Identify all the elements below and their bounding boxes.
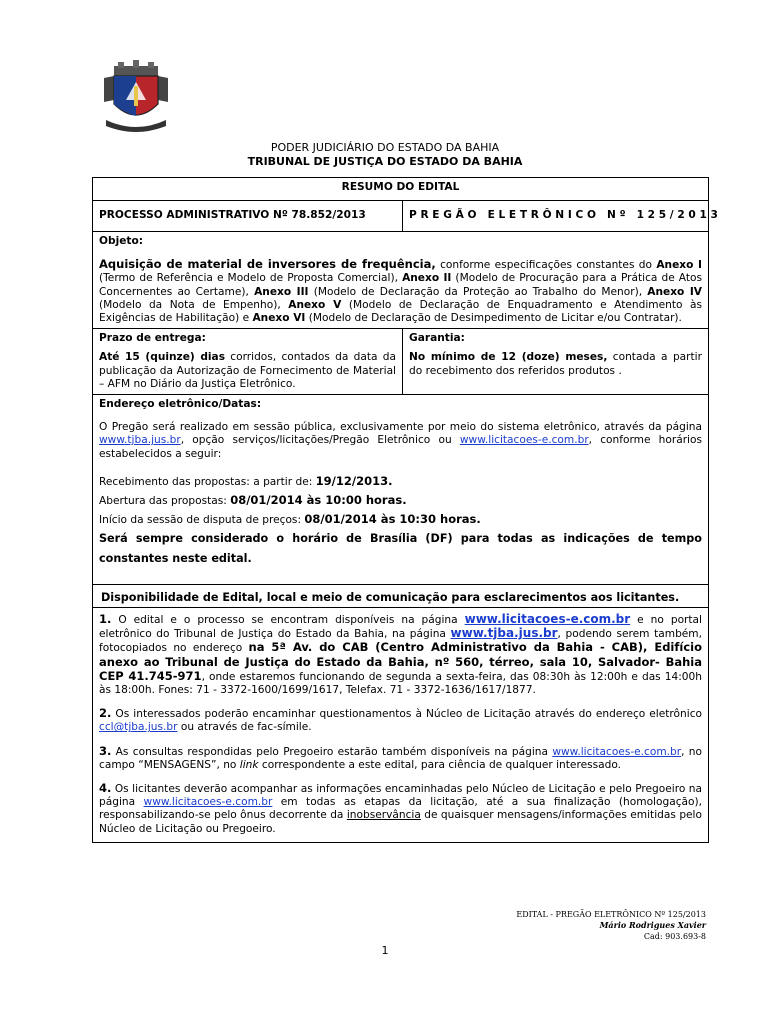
objeto-text: (Modelo de Procuração para a Prática de Atos Concernentes ao Certame), bbox=[99, 272, 702, 298]
item-number: 2. bbox=[99, 706, 112, 721]
prazo-section bbox=[93, 329, 403, 395]
footer-edital: EDITAL - PREGÃO ELETRÔNICO Nº 125/2013 bbox=[516, 910, 706, 919]
header-line-2: TRIBUNAL DE JUSTIÇA DO ESTADO DA BAHIA bbox=[247, 155, 523, 168]
disponibilidade-label: Disponibilidade de Edital, local e meio de comunicação para esclarecimentos aos licitantes. bbox=[101, 590, 680, 604]
item-text: O edital e o processo se encontram disponíveis na página bbox=[111, 614, 465, 627]
table-title: RESUMO DO EDITAL bbox=[93, 178, 709, 201]
garantia-value: No mínimo de 12 (doze) meses, bbox=[409, 351, 608, 364]
garantia-text: contada a partir do recebimento dos referidos produtos . bbox=[409, 351, 702, 377]
prazo-value: Até 15 (quinze) dias bbox=[99, 351, 226, 364]
item-text: de quaisquer mensagens/informações emitidas pelo Núcleo de Licitação ou Pregoeiro. bbox=[99, 809, 702, 835]
objeto-text: conforme especificações constantes do bbox=[435, 259, 657, 272]
objeto-text: (Modelo de Declaração da Proteção ao Trabalho do Menor), bbox=[308, 285, 648, 298]
objeto-label: Objeto: bbox=[99, 235, 143, 247]
objeto-text: (Modelo de Declaração de Desimpedimento de Licitar e/ou Contratar). bbox=[305, 312, 682, 325]
abertura-label: Abertura das propostas: bbox=[99, 494, 231, 507]
objeto-title: Aquisição de material de inversores de frequência, bbox=[99, 257, 436, 272]
objeto-text: (Modelo da Nota de Empenho), bbox=[99, 298, 289, 311]
info-item-3 bbox=[99, 745, 702, 772]
item-italic: link bbox=[239, 758, 259, 771]
court-crest-logo bbox=[100, 60, 172, 134]
horario-note: Será sempre considerado o horário de Brasília (DF) para todas as indicações de tempo constantes neste edital. bbox=[99, 531, 702, 565]
item-text: , podendo serem também, fotocopiados no endereço bbox=[99, 628, 702, 655]
disponibilidade-section bbox=[93, 584, 709, 607]
inicio-date: 08/01/2014 às 10:30 horas. bbox=[304, 511, 481, 526]
garantia-section bbox=[403, 329, 709, 395]
link-email-ccl[interactable]: ccl@tjba.jus.br bbox=[99, 721, 178, 734]
garantia-label: Garantia: bbox=[409, 332, 465, 345]
link-tjba[interactable]: www.tjba.jus.br bbox=[450, 626, 558, 641]
item-text: Os interessados poderão encaminhar questionamentos à Núcleo de Licitação através do endereço eletrônico bbox=[111, 708, 702, 721]
item-underlined: inobservância bbox=[346, 809, 421, 822]
link-licitacoes[interactable]: www.licitacoes-e.com.br bbox=[464, 612, 631, 627]
item-text: e no portal eletrônico do Tribunal de Justiça do Estado da Bahia, na página bbox=[99, 614, 702, 641]
item-text: , no campo “MENSAGENS”, no bbox=[99, 745, 702, 771]
anexo-5: Anexo V bbox=[288, 298, 342, 311]
item-number: 1. bbox=[99, 612, 112, 627]
recebimento-date: 19/12/2013. bbox=[315, 473, 393, 488]
item-text: , onde estaremos funcionando de segunda a sexta-feira, das 08:30h às 12:00h e das 14:00h às 18:00h. Fones: 71 - 3372-1600/1699/1617, Telefax. 71 - 3372-1636/1617/1877. bbox=[99, 670, 702, 697]
objeto-text: (Termo de Referência e Modelo de Proposta Comercial), bbox=[99, 272, 403, 285]
info-item-1 bbox=[99, 613, 702, 697]
objeto-text: (Modelo de Declaração de Enquadramento e Atendimento às Exigências de Habilitação) e bbox=[99, 298, 702, 325]
prazo-text: corridos, contados da data da publicação da Autorização de Fornecimento de Material – AFM no Diário da Justiça Eletrônico. bbox=[99, 351, 396, 390]
item-text: Os licitantes deverão acompanhar as informações encaminhadas pelo Núcleo de Licitação e pelo Pregoeiro na página bbox=[99, 783, 702, 809]
anexo-1: Anexo I bbox=[656, 259, 702, 272]
item-text: ou através de fac-símile. bbox=[177, 721, 312, 734]
anexo-6: Anexo VI bbox=[252, 312, 306, 325]
prazo-label: Prazo de entrega: bbox=[99, 332, 206, 345]
page-number: 1 bbox=[381, 944, 389, 957]
endereco-text: O Pregão será realizado em sessão pública, exclusivamente por meio do sistema eletrônico, através da página bbox=[99, 421, 702, 434]
item-address: na 5ª Av. do CAB (Centro Administrativo da Bahia - CAB), Edifício anexo ao Tribunal de Justiça do Estado da Bahia, nº 560, térreo, sala 10, Salvador- Bahia CEP 41.745-971 bbox=[99, 640, 702, 683]
footer-signer: Mário Rodrigues Xavier bbox=[599, 920, 706, 930]
pregao-number: P R E G Ã O E L E T R Ô N I C O N º 1 2 5 / 2 0 1 3 bbox=[403, 201, 709, 232]
info-item-4 bbox=[99, 782, 702, 836]
item-number: 4. bbox=[99, 781, 112, 796]
endereco-text: , opção serviços/licitações/Pregão Eletrônico ou bbox=[180, 434, 460, 447]
link-licitacoes[interactable]: www.licitacoes-e.com.br bbox=[552, 745, 682, 758]
item-text: As consultas respondidas pelo Pregoeiro estarão também disponíveis na página bbox=[111, 745, 553, 758]
footer-block bbox=[516, 909, 706, 942]
item-text: em todas as etapas da licitação, até a sua finalização (homologação), responsabilizando-se pelo ônus decorrente da bbox=[99, 796, 702, 822]
anexo-2: Anexo II bbox=[402, 272, 452, 285]
processo-number: PROCESSO ADMINISTRATIVO Nº 78.852/2013 bbox=[93, 201, 403, 232]
info-item-2 bbox=[99, 707, 702, 734]
link-licitacoes[interactable]: www.licitacoes-e.com.br bbox=[143, 796, 273, 809]
inicio-label: Início da sessão de disputa de preços: bbox=[99, 513, 305, 526]
anexo-3: Anexo III bbox=[254, 285, 309, 298]
recebimento-label: Recebimento das propostas: a partir de: bbox=[99, 475, 316, 488]
header-line-1: PODER JUDICIÁRIO DO ESTADO DA BAHIA bbox=[270, 141, 500, 154]
link-licitacoes[interactable]: www.licitacoes-e.com.br bbox=[459, 434, 589, 447]
endereco-label: Endereço eletrônico/Datas: bbox=[99, 398, 262, 411]
item-number: 3. bbox=[99, 743, 112, 758]
endereco-section bbox=[93, 395, 709, 585]
item-text: correspondente a este edital, para ciência de qualquer interessado. bbox=[258, 758, 621, 771]
anexo-4: Anexo IV bbox=[647, 285, 702, 298]
footer-cad: Cad: 903.693-8 bbox=[643, 932, 706, 941]
abertura-date: 08/01/2014 às 10:00 horas. bbox=[230, 492, 407, 507]
objeto-section bbox=[93, 232, 709, 329]
endereco-text: , conforme horários estabelecidos a seguir: bbox=[99, 434, 703, 460]
info-section bbox=[93, 608, 709, 843]
link-tjba[interactable]: www.tjba.jus.br bbox=[99, 434, 181, 447]
edital-summary-table bbox=[92, 177, 718, 843]
